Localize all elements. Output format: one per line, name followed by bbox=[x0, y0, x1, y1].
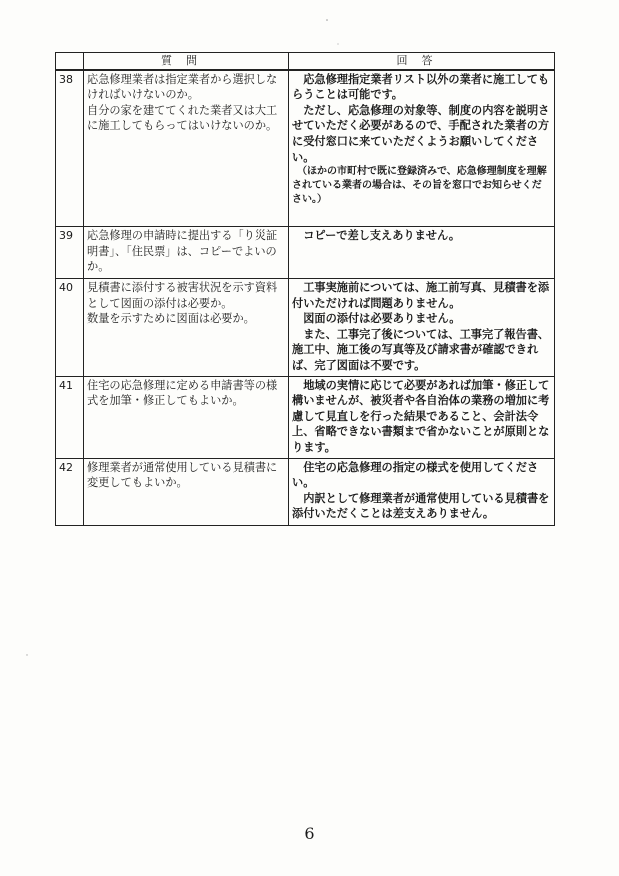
answer-text: コピーで差し支えありません。 bbox=[303, 229, 461, 243]
question-cell bbox=[84, 227, 289, 279]
header-number-cell bbox=[56, 53, 84, 70]
question-text: 自分の家を建ててくれた業者又は大工に施工してもらってはいけないのか。 bbox=[87, 103, 278, 133]
header-answer: 回答 bbox=[289, 53, 555, 70]
row-number: 38 bbox=[56, 70, 84, 227]
question-cell bbox=[84, 458, 289, 525]
question-text: 住宅の応急修理に定める申請書等の様式を加筆・修正してもよいか。 bbox=[87, 378, 278, 408]
answer-cell bbox=[289, 279, 555, 377]
row-number: 39 bbox=[56, 227, 84, 279]
page-number: 6 bbox=[304, 824, 315, 843]
row-number: 41 bbox=[56, 376, 84, 458]
answer-text: 工事実施前については、施工前写真、見積書を添付いただければ問題ありません。 bbox=[292, 281, 550, 310]
answer-cell bbox=[289, 227, 555, 279]
answer-cell bbox=[289, 376, 555, 458]
question-text: 修理業者が通常使用している見積書に変更してもよいか。 bbox=[87, 460, 278, 490]
question-text: 応急修理業者は指定業者から選択しなければいけないのか。 bbox=[87, 72, 278, 102]
question-cell bbox=[84, 70, 289, 227]
answer-cell bbox=[289, 70, 555, 227]
question-text: 応急修理の申請時に提出する「り災証明書」、「住民票」は、コピーでよいのか。 bbox=[87, 229, 278, 274]
table-row bbox=[56, 458, 555, 525]
answer-text: また、工事完了後については、工事完了報告書、施工中、施工後の写真等及び請求書が確認できれば、完了図面は不要です。 bbox=[292, 327, 550, 373]
answer-cell bbox=[289, 458, 555, 525]
answer-text: 内訳として修理業者が通常使用している見積書を添付いただくことは差支えありません。 bbox=[292, 491, 550, 521]
question-cell bbox=[84, 279, 289, 377]
question-cell bbox=[84, 376, 289, 458]
question-text: 数量を示すために図面は必要か。 bbox=[87, 312, 255, 326]
answer-text: 図面の添付は必要ありません。 bbox=[303, 312, 461, 326]
row-number: 40 bbox=[56, 279, 84, 377]
answer-text: 応急修理指定業者リスト以外の業者に施工してもらうことは可能です。 bbox=[292, 72, 550, 102]
table-row bbox=[56, 70, 555, 227]
table-row bbox=[56, 279, 555, 377]
answer-text: 住宅の応急修理の指定の様式を使用してください。 bbox=[292, 460, 539, 490]
table-row bbox=[56, 376, 555, 458]
qa-table-header bbox=[56, 53, 555, 70]
question-text: 見積書に添付する被害状況を示す資料として図面の添付は必要か。 bbox=[87, 281, 278, 310]
row-number: 42 bbox=[56, 458, 84, 525]
qa-table bbox=[55, 52, 555, 526]
answer-text: ただし、応急修理の対象等、制度の内容を説明させていただく必要があるので、手配された業者の方に受付窓口に来ていただくようお願いしてください。 bbox=[292, 103, 550, 164]
header-question: 質問 bbox=[84, 53, 289, 70]
answer-note: （ほかの市町村で既に登録済みで、応急修理制度を理解されている業者の場合は、その旨を窓口でお知らせください。） bbox=[292, 166, 547, 206]
answer-text: 地域の実情に応じて必要があれば加筆・修正して構いませんが、被災者や各自治体の業務の増加に考慮して見直しを行った結果であること、会計法令上、省略できない書類まで省かないことが原則となります。 bbox=[292, 378, 550, 455]
table-row bbox=[56, 227, 555, 279]
